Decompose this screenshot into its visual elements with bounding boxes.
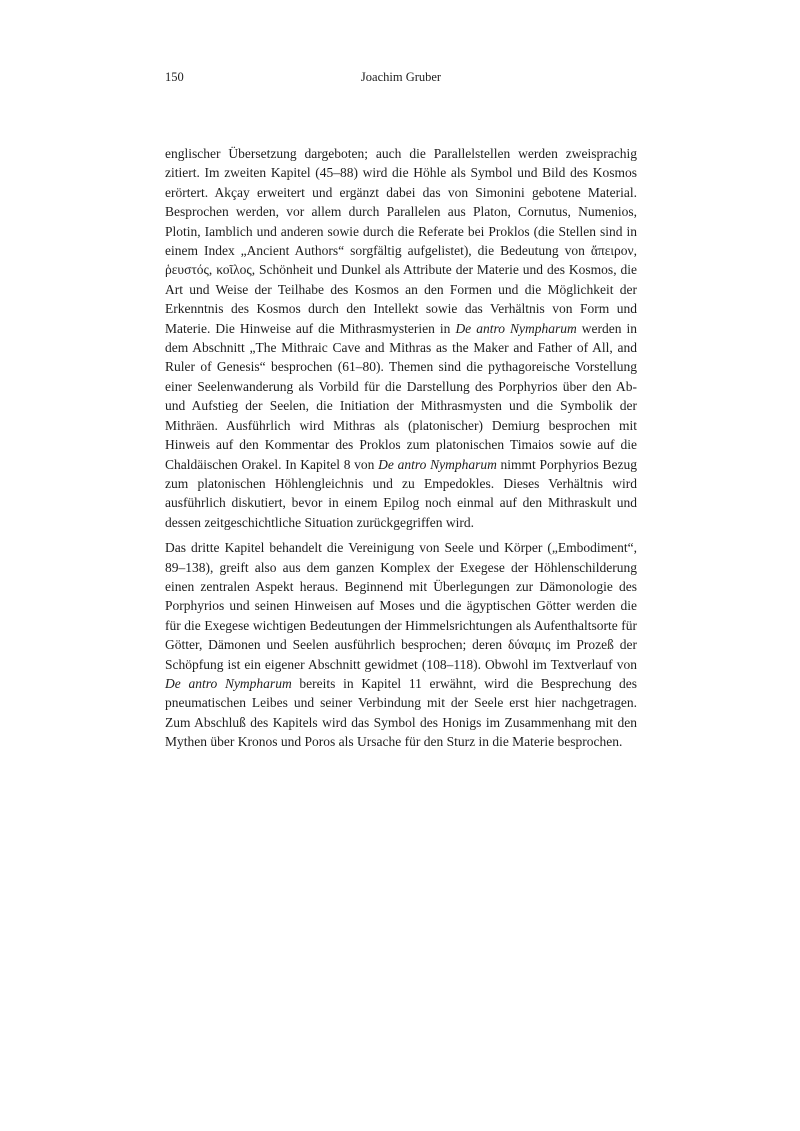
paragraph xyxy=(165,144,637,532)
text-run: Das dritte Kapitel behandelt die Vereinigung von Seele und Körper („Embodiment“, 89–138), greift also aus dem ganzen Komplex der Exegese der Höhlenschilderung einen zentralen Aspekt heraus. Beginnend mit Überlegungen zur Dämonologie des Porphyrios und seinen Hinweisen auf Moses und die ägyptischen Götter werden die für die Exegese wichtigen Bedeutungen der Himmelsrichtungen als Aufenthaltsorte für Götter, Dämonen und Seelen ausführlich besprochen; deren δύναμις im Prozeß der Schöpfung ist ein eigener Abschnitt gewidmet (108–118). Obwohl im Textverlauf von xyxy=(165,540,637,672)
text-run-italic: De antro Nympharum xyxy=(378,456,497,472)
page-number: 150 xyxy=(165,70,184,84)
text-run: englischer Übersetzung dargeboten; auch die Parallelstellen werden zweisprachig zitiert. Im zweiten Kapitel (45–88) wird die Höhle als Symbol und Bild des Kosmos erörtert. Akçay erweitert und ergänzt dabei das von Simonini gebotene Material. Besprochen werden, vor allem durch Parallelen aus Platon, Cornutus, Numenios, Plotin, Iamblich und anderen sowie durch die Referate bei Proklos (die Stellen sind in einem Index „Ancient Authors“ sorgfältig aufgelistet), die Bedeutung von ἄπειρον, ῥευστός, κοῖλος, Schönheit und Dunkel als Attribute der Materie und des Kosmos, die Art und Weise der Teilhabe des Kosmos an den Formen und die Möglichkeit der Erkenntnis des Kosmos durch den Intellekt sowie das Verhältnis von Form und Materie. Die Hinweise auf die Mithrasmysterien in xyxy=(165,146,637,336)
text-run-italic: De antro Nympharum xyxy=(165,675,292,691)
page-header xyxy=(165,70,637,85)
running-head: Joachim Gruber xyxy=(360,70,442,84)
page-body xyxy=(165,144,637,758)
text-run: werden in dem Abschnitt „The Mithraic Cave and Mithras as the Maker and Father of All, and Ruler of Genesis“ besprochen (61–80). Themen sind die pythagoreische Vorstellung einer Seelenwanderung als Vorbild für die Darstellung des Porphyrios über den Ab- und Aufstieg der Seelen, die Initiation der Mithrasmysten und die Symbolik der Mithräen. Ausführlich wird Mithras als (platonischer) Demiurg besprochen mit Hinweis auf den Kommentar des Proklos zum platonischen Timaios sowie auf die Chaldäischen Orakel. In Kapitel 8 von xyxy=(165,320,638,472)
text-run-italic: De antro Nympharum xyxy=(455,320,577,336)
text-run: bereits in Kapitel 11 erwähnt, wird die Besprechung des pneumatischen Leibes und seiner Verbindung mit der Seele erst hier nachgetragen. Zum Abschluß des Kapitels wird das Symbol des Honigs im Zusammenhang mit den Mythen über Kronos und Poros als Ursache für den Sturz in die Materie besprochen. xyxy=(165,675,637,750)
text-run: nimmt Porphyrios Bezug zum platonischen Höhlengleichnis und zu Empedokles. Dieses Verhältnis wird ausführlich diskutiert, bevor in einem Epilog noch einmal auf den Mithraskult und dessen zeitgeschichtliche Situation zurückgegriffen wird. xyxy=(165,456,637,530)
paragraph xyxy=(165,538,637,751)
